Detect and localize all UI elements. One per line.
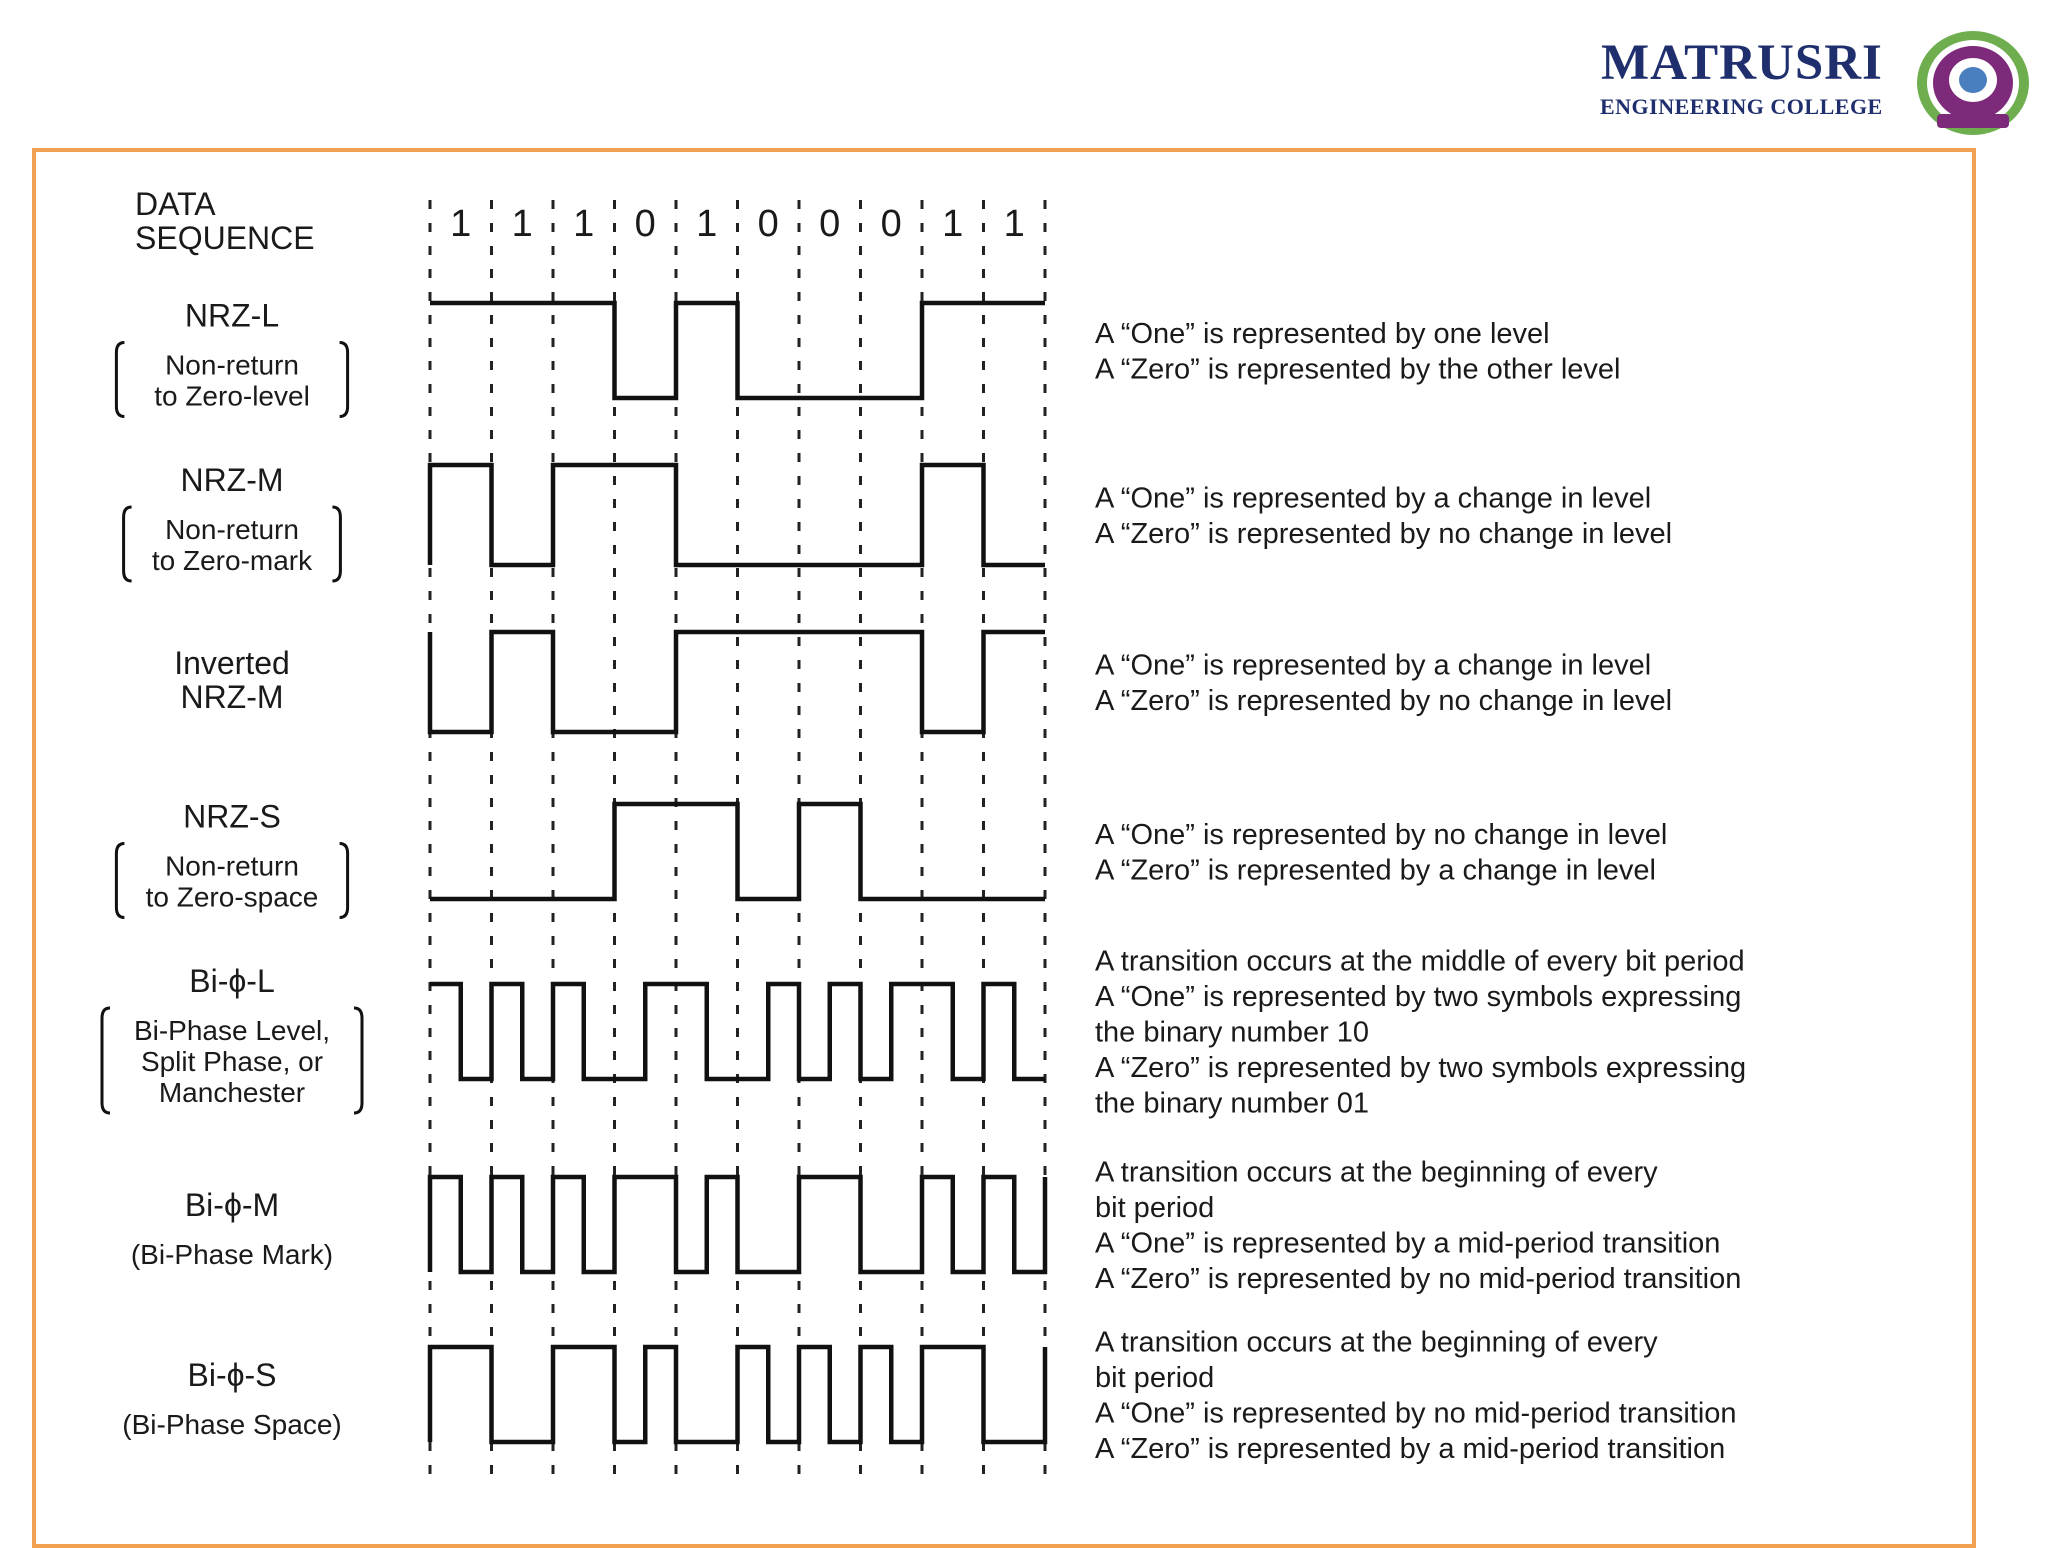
code-description: A transition occurs at the beginning of every <box>1095 1156 1658 1189</box>
code-name: NRZ-L <box>184 297 280 334</box>
bit-value: 1 <box>942 203 964 245</box>
code-description: A “Zero” is represented by a change in level <box>1095 854 1656 887</box>
code-subtitle: to Zero-space <box>145 881 319 913</box>
code-description: bit period <box>1095 1191 1215 1224</box>
left-bracket <box>102 1008 110 1113</box>
code-name: Inverted <box>174 645 290 681</box>
bit-value: 1 <box>450 203 472 245</box>
code-description: A “Zero” is represented by a mid-period transition <box>1095 1432 1726 1465</box>
waveform-5 <box>430 1177 1045 1272</box>
bit-value: 0 <box>819 203 841 245</box>
code-description: A transition occurs at the middle of every bit period <box>1095 945 1745 978</box>
code-description: A “Zero” is represented by no change in level <box>1095 684 1673 717</box>
code-description: A “One” is represented by a mid-period transition <box>1095 1227 1721 1260</box>
waveform-0 <box>430 303 1045 398</box>
bit-value: 1 <box>1003 203 1025 245</box>
data-sequence-label: DATA <box>135 186 216 222</box>
code-subtitle: Non-return <box>165 349 299 381</box>
waveform-2 <box>430 632 1045 732</box>
code-description: A “Zero” is represented by two symbols expressing <box>1095 1052 1747 1084</box>
code-description: A “Zero” is represented by no mid-period transition <box>1095 1262 1742 1295</box>
code-name: NRZ-S <box>183 798 281 835</box>
code-description: the binary number 10 <box>1095 1016 1370 1049</box>
code-subtitle: Non-return <box>165 514 299 545</box>
code-description: the binary number 01 <box>1095 1087 1370 1120</box>
waveform-3 <box>430 804 1045 899</box>
right-bracket <box>332 507 340 581</box>
code-subtitle: (Bi-Phase Space) <box>122 1409 342 1440</box>
code-description: A “Zero” is represented by the other level <box>1095 353 1621 386</box>
right-bracket <box>340 844 348 918</box>
code-subtitle: to Zero-mark <box>151 545 313 576</box>
code-subtitle: (Bi-Phase Mark) <box>130 1239 334 1270</box>
bit-value: 0 <box>880 203 902 245</box>
code-name: NRZ-M <box>180 462 284 498</box>
code-name: Bi-ϕ-L <box>189 963 275 999</box>
code-name: Bi-ϕ-M <box>184 1187 280 1223</box>
code-subtitle: Bi-Phase Level, <box>133 1015 331 1046</box>
code-description: A “One” is represented by a change in level <box>1095 649 1652 682</box>
bit-value: 0 <box>634 203 656 245</box>
code-subtitle: to Zero-level <box>154 380 310 412</box>
code-name: Bi-ϕ-S <box>187 1357 277 1393</box>
code-subtitle: Manchester <box>158 1077 306 1108</box>
code-description: A “One” is represented by a change in level <box>1095 482 1652 515</box>
code-description: A “One” is represented by one level <box>1095 317 1550 350</box>
data-sequence-label: SEQUENCE <box>135 220 315 256</box>
right-bracket <box>340 343 348 417</box>
college-name: MATRUSRI <box>1601 35 1883 91</box>
waveform-6 <box>430 1347 1045 1442</box>
code-description: A “One” is represented by no change in level <box>1095 818 1668 851</box>
code-description: A transition occurs at the beginning of every <box>1095 1326 1658 1359</box>
left-bracket <box>124 507 132 581</box>
code-description: A “One” is represented by two symbols expressing <box>1095 981 1742 1013</box>
code-description: A “One” is represented by no mid-period transition <box>1095 1397 1737 1430</box>
code-name: NRZ-M <box>180 679 284 715</box>
bit-value: 1 <box>573 203 595 245</box>
college-subtitle: ENGINEERING COLLEGE <box>1600 94 1883 119</box>
code-description: bit period <box>1095 1361 1215 1394</box>
bit-value: 1 <box>511 203 533 245</box>
left-bracket <box>116 343 124 417</box>
left-bracket <box>116 844 124 918</box>
code-subtitle: Split Phase, or <box>140 1046 324 1077</box>
bit-value: 0 <box>757 203 779 245</box>
code-subtitle: Non-return <box>165 850 299 882</box>
right-bracket <box>354 1008 362 1113</box>
bit-value: 1 <box>696 203 718 245</box>
code-description: A “Zero” is represented by no change in level <box>1095 517 1673 550</box>
